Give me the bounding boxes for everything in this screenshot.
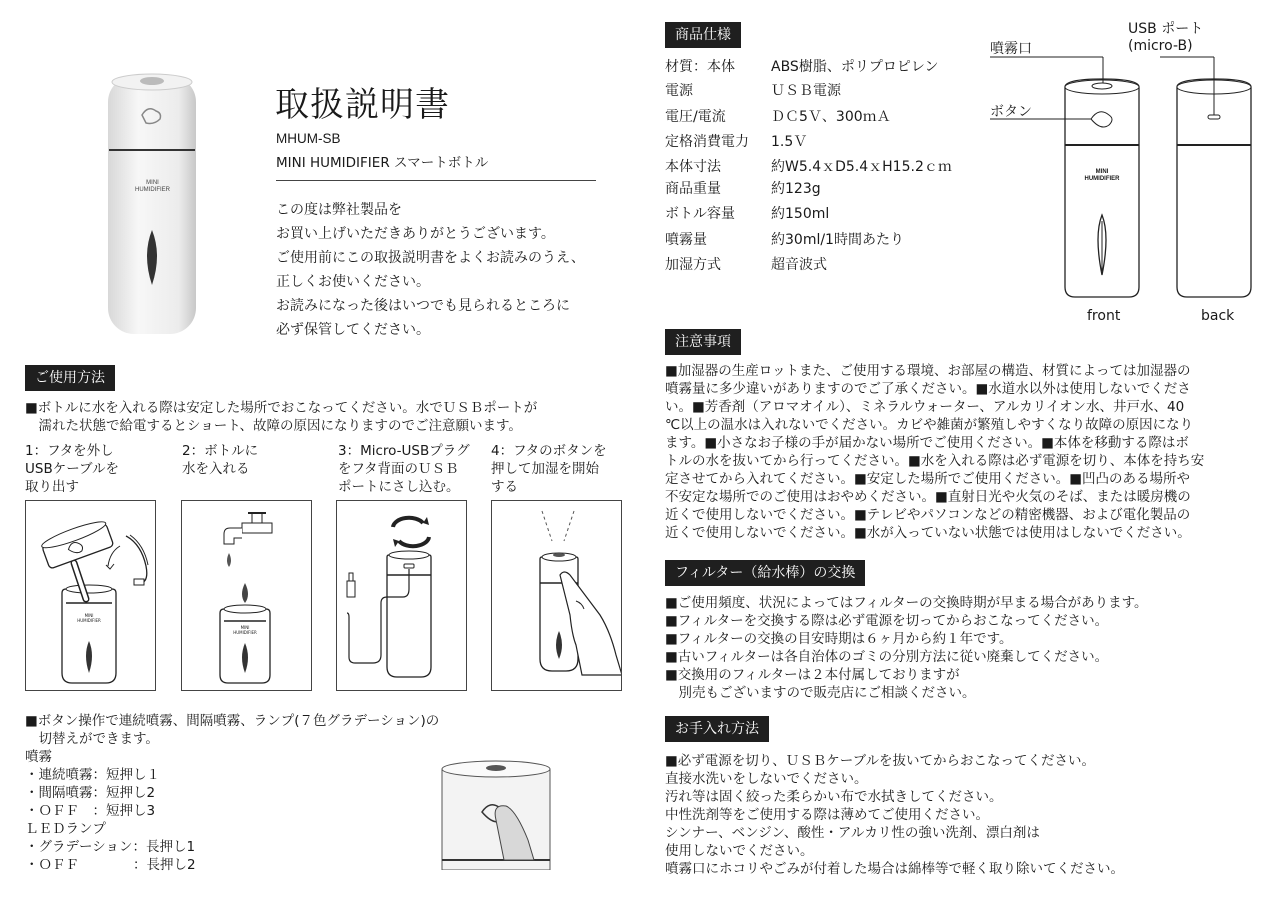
label-button: ボタン	[990, 104, 1032, 120]
cautions-text: ■加湿器の生産ロットまた、ご使用する環境、お部屋の構造、材質によっては加湿器の 噴霧量に多少違いがありますのでご了承ください。■水道水以外は使用しないでくださ い。■芳香剤（アロマオイル）、ミネラルウォーター、アルカリイオン水、井戸水、40 ℃以上の温水は入れないでください。カビや雑菌が繁殖しやすくなり故障の原因になり ます。■小さなお子様の手が届かない場所でご使用ください。■本体を移動する際はボ トルの水を抜いてから行ってください。■水を入れる際は必ず電源を切り、本体を持ち安 定させてから入れてください。■安定した場所でご使用ください。■凹凸のある場所や 不安定な場所でのご使用はおやめください。■直射日光や火気のそば、または暖房機の 近くで使用しないでください。■テレビやパソコンなどの精密機器、および電化製品の 近くで使用しないでください。■水が入っていない状態では使用はしないでください。	[665, 363, 1205, 541]
care-text: ■必ず電源を切り、ＵＳＢケーブルを抜いてからおこなってください。 直接水洗いをしないでください。 汚れ等は固く絞った柔らかい布で水拭きしてください。 中性洗剤等をご使用する際は薄めてご使用ください。 シンナー、ベンジン、酸性・アルカリ性の強い洗剤、漂白剤は 使用しないでください。 噴霧口にホコリやごみが付着した場合は綿棒等で軽く取り除いてください。	[665, 753, 1124, 877]
diagram-front-print: MINI HUMIDIFIER	[1084, 169, 1120, 182]
page-title: 取扱説明書	[275, 85, 450, 125]
step-1-print: MINI	[84, 613, 94, 618]
care-heading: お手入れ方法	[665, 716, 769, 742]
button-press-illustration	[438, 760, 553, 870]
model-number: MHUM-SB	[276, 131, 341, 146]
button-note: ■ボタン操作で連続噴霧、間隔噴霧、ランプ(７色グラデーション)の 切替えができます。	[25, 713, 440, 747]
step-4-illustration	[491, 500, 622, 691]
step-4-text: 4：フタのボタンを 押して加湿を開始 する	[491, 443, 607, 495]
step-1-text: 1：フタを外し USBケーブルを 取り出す	[25, 443, 119, 495]
intro-text: この度は弊社製品を お買い上げいただきありがとうございます。 ご使用前にこの取扱説明書をよくお読みのうえ、 正しくお使いください。 お読みになった後はいつでも見られるところに 必ず保管してください。	[276, 202, 585, 338]
filter-heading: フィルター（給水棒）の交換	[665, 560, 865, 586]
specs-heading: 商品仕様	[665, 22, 741, 48]
step-3-illustration	[336, 500, 467, 691]
mode-list: 噴霧 ・連続噴霧：短押し１ ・間隔噴霧：短押し2 ・ＯＦＦ ：短押し3 ＬＥＤランプ ・グラデーション：長押し1 ・ＯＦＦ ：長押し2	[25, 749, 196, 873]
step-3-text: 3：Micro-USBプラグ をフタ背面のＵＳＢ ポートにさし込む。	[338, 443, 470, 495]
step-2-print-2: HUMIDIFIER	[233, 630, 257, 635]
label-usb-port: USB ポート (micro-B)	[1128, 21, 1204, 54]
product-photo	[100, 70, 205, 340]
product-photo-print: MINI HUMIDIFIER	[135, 180, 170, 193]
step-2-illustration	[181, 500, 312, 691]
cautions-heading: 注意事項	[665, 329, 741, 355]
title-divider	[276, 180, 596, 181]
product-name: MINI HUMIDIFIER スマートボトル	[276, 155, 489, 171]
label-mist-outlet: 噴霧口	[990, 41, 1032, 57]
step-1-illustration	[25, 500, 156, 691]
step-2-text: 2：ボトルに 水を入れる	[182, 443, 259, 477]
label-front: front	[1087, 308, 1121, 324]
usage-heading: ご使用方法	[25, 365, 115, 391]
label-back: back	[1201, 308, 1235, 324]
step-2-print: MINI	[240, 625, 250, 630]
usage-note: ■ボトルに水を入れる際は安定した場所でおこなってください。水でＵＳＢポートが 濡れた状態で給電するとショート、故障の原因になりますのでご注意願います。	[25, 400, 538, 434]
filter-text: ■ご使用頻度、状況によってはフィルターの交換時期が早まる場合があります。 ■フィルターを交換する際は必ず電源を切ってからおこなってください。 ■フィルターの交換の目安時期は６ヶ月から約１年です。 ■古いフィルターは各自治体のゴミの分別方法に従い廃棄してください。 ■交換用のフィルターは２本付属しておりますが 別売もございますので販売店にご相談ください。	[665, 595, 1148, 701]
step-1-print-2: HUMIDIFIER	[77, 618, 101, 623]
